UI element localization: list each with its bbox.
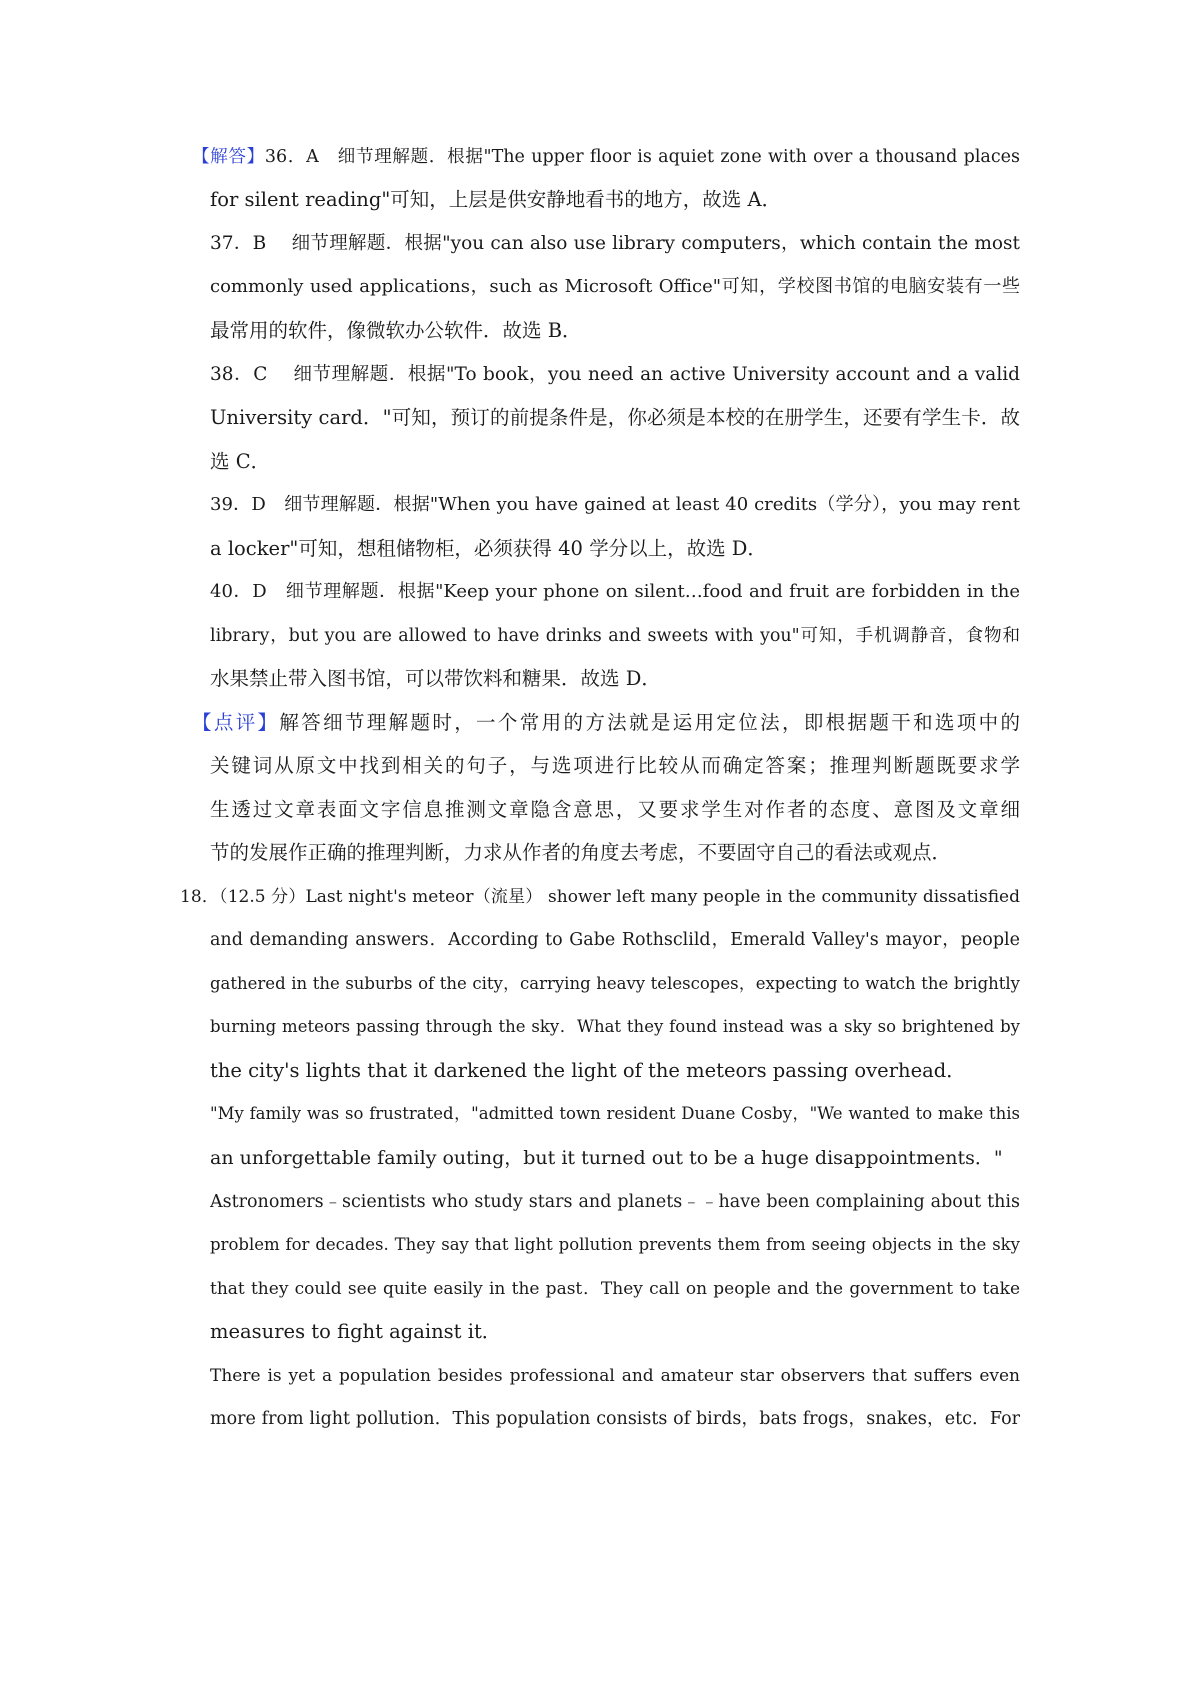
- question-18-line-5: the city's lights that it darkened the light of the meteors passing overhead．: [210, 1059, 966, 1082]
- answer-38-line-2: University card．"可知，预订的前提条件是，你必须是本校的在册学生，还要有学生卡．故: [210, 406, 1020, 429]
- comment-line-4: 节的发展作正确的推理判断，力求从作者的角度去考虑，不要固守自己的看法或观点．: [210, 841, 952, 864]
- answer-37-line-2: commonly used applications，such as Microsoft Office"可知，学校图书馆的电脑安装有一些: [210, 276, 1020, 297]
- answer-38-line-3: 选 C．: [210, 450, 271, 473]
- question-18-line-1: 18．（12.5 分）Last night's meteor（流星） shower left many people in the community dissatisfied: [180, 887, 1020, 907]
- question-18-line-10: that they could see quite easily in the past．They call on people and the government to take: [210, 1279, 1020, 1299]
- question-18-line-12: There is yet a population besides professional and amateur star observers that suffers even: [210, 1366, 1020, 1386]
- question-18-line-3: gathered in the suburbs of the city，carrying heavy telescopes，expecting to watch the brightly: [210, 974, 1020, 993]
- question-18-line-6: "My family was so frustrated，"admitted town resident Duane Cosby，"We wanted to make this: [210, 1104, 1020, 1123]
- answer-40-line-2: library，but you are allowed to have drinks and sweets with you"可知，手机调静音，食物和: [210, 626, 1020, 646]
- answer-36-line-2: for silent reading"可知，上层是供安静地看书的地方，故选 A．: [210, 188, 782, 211]
- answer-tag: 【解答】: [192, 147, 265, 167]
- answer-40-line-3: 水果禁止带入图书馆，可以带饮料和糖果．故选 D．: [210, 667, 661, 690]
- question-18-line-2: and demanding answers．According to Gabe Rothsclild，Emerald Valley's mayor，people: [210, 930, 1020, 950]
- question-18-line-8: Astronomers﹣scientists who study stars and planets﹣﹣have been complaining about this: [210, 1192, 1020, 1212]
- answer-36-line-1: 【解答】36．A 细节理解题．根据"The upper floor is aquiet zone with over a thousand places: [192, 147, 1020, 167]
- answer-39-line-1: 39．D 细节理解题．根据"When you have gained at least 40 credits（学分），you may rent: [210, 494, 1020, 515]
- question-18-line-7: an unforgettable family outing，but it turned out to be a huge disappointments．": [210, 1147, 1003, 1169]
- comment-line-1: 【点评】解答细节理解题时，一个常用的方法就是运用定位法，即根据题干和选项中的: [192, 711, 1020, 734]
- answer-37-line-1: 37．B 细节理解题．根据"you can also use library computers，which contain the most: [210, 233, 1020, 254]
- question-18-line-11: measures to fight against it．: [210, 1320, 502, 1343]
- answer-40-line-1: 40．D 细节理解题．根据"Keep your phone on silent…food and fruit are forbidden in the: [210, 581, 1020, 602]
- answer-39-line-2: a locker"可知，想租储物柜，必须获得 40 学分以上，故选 D．: [210, 537, 767, 560]
- comment-line-3: 生透过文章表面文字信息推测文章隐含意思，又要求学生对作者的态度、意图及文章细: [210, 798, 1020, 821]
- comment-tag: 【点评】: [192, 711, 280, 734]
- question-18-line-9: problem for decades. They say that light pollution prevents them from seeing objects in the sky: [210, 1235, 1020, 1254]
- answer-38-line-1: 38．C 细节理解题．根据"To book，you need an active University account and a valid: [210, 364, 1020, 385]
- comment-line-2: 关键词从原文中找到相关的句子，与选项进行比较从而确定答案；推理判断题既要求学: [210, 754, 1020, 777]
- question-18-line-4: burning meteors passing through the sky．What they found instead was a sky so brightened by: [210, 1017, 1020, 1036]
- answer-37-line-3: 最常用的软件，像微软办公软件．故选 B．: [210, 319, 582, 342]
- question-18-line-13: more from light pollution．This population consists of birds，bats frogs，snakes，etc．For: [210, 1409, 1020, 1429]
